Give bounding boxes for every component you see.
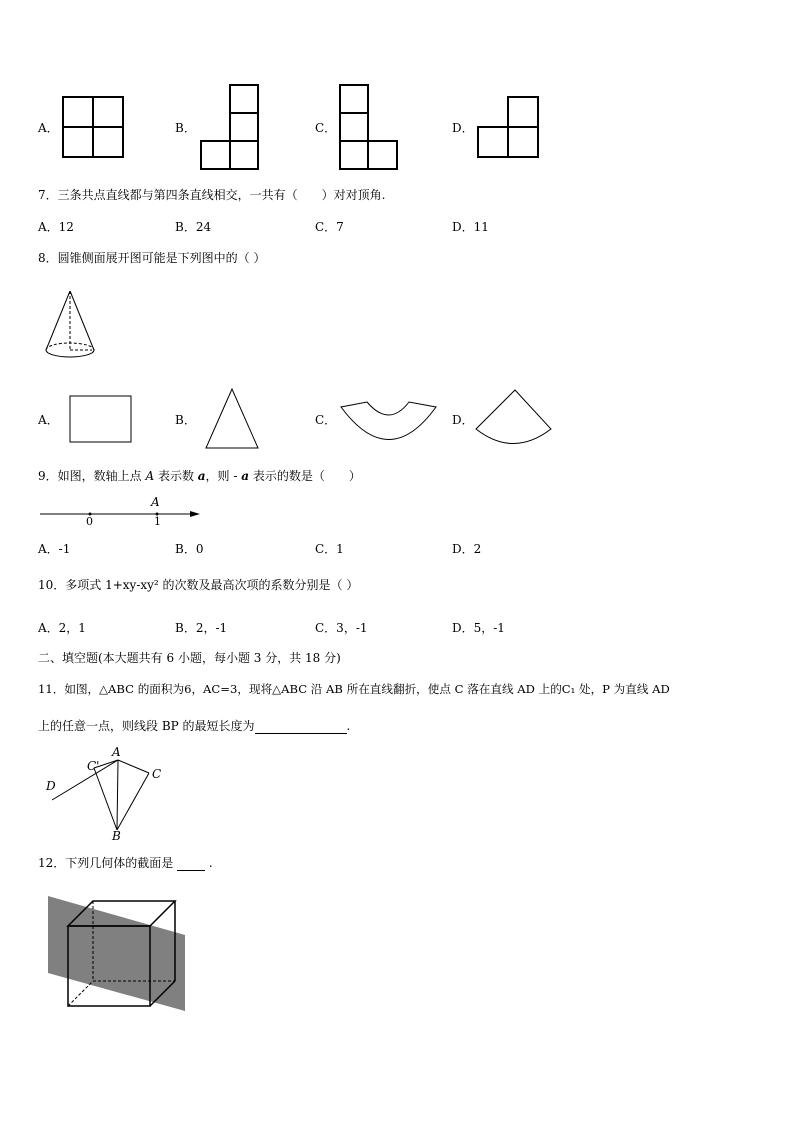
q12-stem-post: . xyxy=(205,856,213,870)
q8-annulus-sector-figure xyxy=(339,400,439,444)
q8-triangle-figure xyxy=(205,388,261,450)
q7-option-c: C．7 xyxy=(315,220,344,234)
cone-figure xyxy=(44,290,100,362)
q8-stem: 8．圆锥侧面展开图可能是下列图中的（ ） xyxy=(38,251,266,265)
q9-option-a: A．-1 xyxy=(38,542,71,556)
number-line-zero-label: 0 xyxy=(86,515,93,528)
q10-option-d: D．5，-1 xyxy=(452,621,505,635)
number-line xyxy=(40,505,202,519)
q7-option-a: A．12 xyxy=(38,220,74,234)
q11-line-2 xyxy=(38,718,350,734)
section-2-heading: 二、填空题(本大题共有 6 小题，每小题 3 分，共 18 分) xyxy=(38,651,341,665)
q11-label-c: C xyxy=(152,767,162,781)
q8-option-c-label: C． xyxy=(315,413,337,427)
q9-point-name: A xyxy=(145,469,155,483)
q9-stem-mid: 表示数 xyxy=(154,469,198,483)
q10-stem: 10．多项式 1+xy-xy² 的次数及最高次项的系数分别是（ ） xyxy=(38,578,359,592)
q11-answer-blank[interactable] xyxy=(255,719,347,734)
number-line-point-label: A xyxy=(151,495,160,509)
q12-stem-pre: 12．下列几何体的截面是 xyxy=(38,856,178,870)
q9-stem-mid2: ，则 - xyxy=(205,469,242,483)
q10-option-a: A．2，1 xyxy=(38,621,86,635)
q8-rectangle-figure xyxy=(69,395,133,445)
q6-figure-c xyxy=(339,84,401,174)
q9-option-d: D．2 xyxy=(452,542,482,556)
q9-var-a-2: a xyxy=(241,469,250,483)
q9-stem-pre: 9．如图，数轴上点 xyxy=(38,469,146,483)
q12-cube-section-figure xyxy=(46,893,188,1013)
q9-stem xyxy=(38,468,361,484)
q6-figure-d xyxy=(477,96,541,160)
q11-line-2-post: . xyxy=(346,719,351,733)
q7-option-b: B．24 xyxy=(175,220,212,234)
q6-option-a-label: A． xyxy=(38,121,59,135)
q8-option-d-label: D． xyxy=(452,413,474,427)
q9-option-b: B．0 xyxy=(175,542,204,556)
q8-option-a-label: A． xyxy=(38,413,59,427)
q11-line-1: 11．如图，△ABC 的面积为6，AC=3，现将△ABC 沿 AB 所在直线翻折，使点 C 落在直线 AD 上的C₁ 处，P 为直线 AD xyxy=(38,682,670,696)
q8-option-b-label: B． xyxy=(175,413,196,427)
q10-option-c: C．3，-1 xyxy=(315,621,368,635)
q7-stem: 7．三条共点直线都与第四条直线相交，一共有（ ）对对顶角. xyxy=(38,188,386,202)
number-line-one-label: 1 xyxy=(154,515,161,528)
q9-stem-post: 表示的数是（ ） xyxy=(249,469,361,483)
q6-option-b-label: B． xyxy=(175,121,196,135)
q11-label-d: D xyxy=(46,779,56,793)
q9-var-a: a xyxy=(197,469,206,483)
q11-label-c-prime: C' xyxy=(87,759,100,773)
q8-sector-figure xyxy=(475,388,553,446)
q9-option-c: C．1 xyxy=(315,542,344,556)
q12-stem xyxy=(38,855,213,871)
q7-option-d: D．11 xyxy=(452,220,489,234)
q11-label-b: B xyxy=(112,829,121,843)
q6-figure-a xyxy=(62,96,126,160)
q11-label-a: A xyxy=(112,745,121,759)
q11-line-2-pre: 上的任意一点，则线段 BP 的最短长度为 xyxy=(38,719,255,733)
q6-figure-b xyxy=(200,84,262,174)
q11-fold-figure xyxy=(40,745,170,845)
q6-option-c-label: C． xyxy=(315,121,337,135)
q10-option-b: B．2，-1 xyxy=(175,621,228,635)
q12-answer-blank[interactable] xyxy=(177,856,205,871)
q6-option-d-label: D． xyxy=(452,121,474,135)
